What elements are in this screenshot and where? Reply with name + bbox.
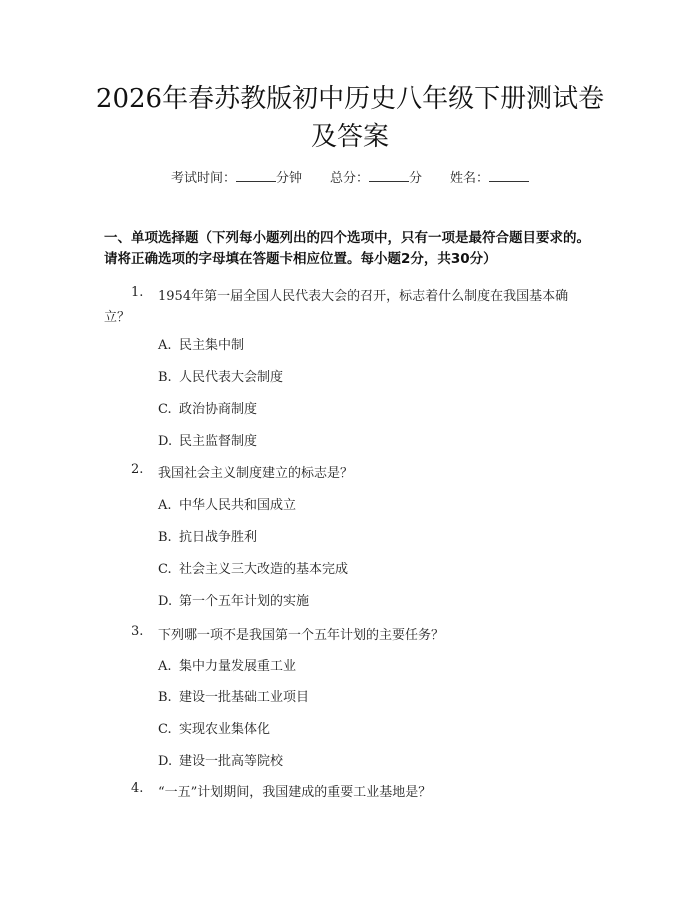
- name-blank[interactable]: [489, 170, 529, 182]
- option-letter: A.: [158, 338, 172, 353]
- question-text: 下列哪一项不是我国第一个五年计划的主要任务？: [158, 628, 445, 643]
- section-1-heading: 一、单项选择题（下列每小题列出的四个选项中，只有一项是最符合题目要求的。请将正确选项的字母填在答题卡相应位置。每小题2分，共30分）: [104, 230, 590, 267]
- option-letter: D.: [158, 594, 173, 609]
- option-item[interactable]: [158, 366, 283, 385]
- option-text: 建设一批基础工业项目: [179, 690, 310, 705]
- option-item[interactable]: [158, 655, 296, 674]
- option-letter: C.: [158, 562, 172, 577]
- option-text: 抗日战争胜利: [179, 530, 258, 545]
- option-item[interactable]: [158, 334, 244, 353]
- option-text: 社会主义三大改造的基本完成: [179, 562, 349, 577]
- option-item[interactable]: [158, 590, 309, 609]
- score-label: 总分：: [329, 171, 369, 186]
- option-item[interactable]: [158, 494, 296, 513]
- score-blank[interactable]: [369, 170, 409, 182]
- option-item[interactable]: [158, 750, 283, 769]
- option-text: 中华人民共和国成立: [179, 498, 297, 513]
- option-letter: B.: [158, 530, 172, 545]
- question-text-continued: 立？: [104, 310, 131, 325]
- option-item[interactable]: [158, 398, 257, 417]
- option-text: 政治协商制度: [179, 402, 258, 417]
- option-letter: C.: [158, 402, 172, 417]
- option-item[interactable]: [158, 526, 257, 545]
- question-text: 我国社会主义制度建立的标志是？: [158, 466, 354, 481]
- name-label: 姓名：: [450, 171, 490, 186]
- option-letter: B.: [158, 690, 172, 705]
- time-label: 考试时间：: [170, 171, 236, 186]
- question-text: “一五”计划期间，我国建成的重要工业基地是？: [158, 785, 432, 800]
- option-text: 人民代表大会制度: [179, 370, 284, 385]
- question-1: [131, 285, 601, 325]
- question-number: 1.: [131, 285, 144, 300]
- option-letter: B.: [158, 370, 172, 385]
- option-letter: D.: [158, 754, 173, 769]
- exam-meta-row: [0, 167, 700, 186]
- question-number: 3.: [131, 624, 144, 639]
- option-item[interactable]: [158, 430, 257, 449]
- option-text: 民主集中制: [179, 338, 245, 353]
- time-blank[interactable]: [236, 170, 276, 182]
- time-unit: 分钟: [275, 171, 302, 186]
- question-number: 4.: [131, 781, 144, 796]
- exam-title-line-1: 2026年春苏教版初中历史八年级下册测试卷: [95, 84, 605, 114]
- option-letter: A.: [158, 659, 172, 674]
- exam-title-line-2: 及答案: [310, 122, 389, 152]
- option-item[interactable]: [158, 558, 348, 577]
- score-unit: 分: [409, 171, 423, 186]
- option-text: 实现农业集体化: [179, 722, 271, 737]
- option-text: 民主监督制度: [179, 434, 258, 449]
- option-text: 建设一批高等院校: [179, 754, 284, 769]
- option-item[interactable]: [158, 718, 270, 737]
- option-letter: C.: [158, 722, 172, 737]
- option-letter: A.: [158, 498, 172, 513]
- option-letter: D.: [158, 434, 173, 449]
- question-number: 2.: [131, 462, 144, 477]
- option-text: 集中力量发展重工业: [179, 659, 297, 674]
- option-text: 第一个五年计划的实施: [179, 594, 310, 609]
- question-text: 1954年第一届全国人民代表大会的召开，标志着什么制度在我国基本确: [158, 289, 569, 304]
- option-item[interactable]: [158, 686, 309, 705]
